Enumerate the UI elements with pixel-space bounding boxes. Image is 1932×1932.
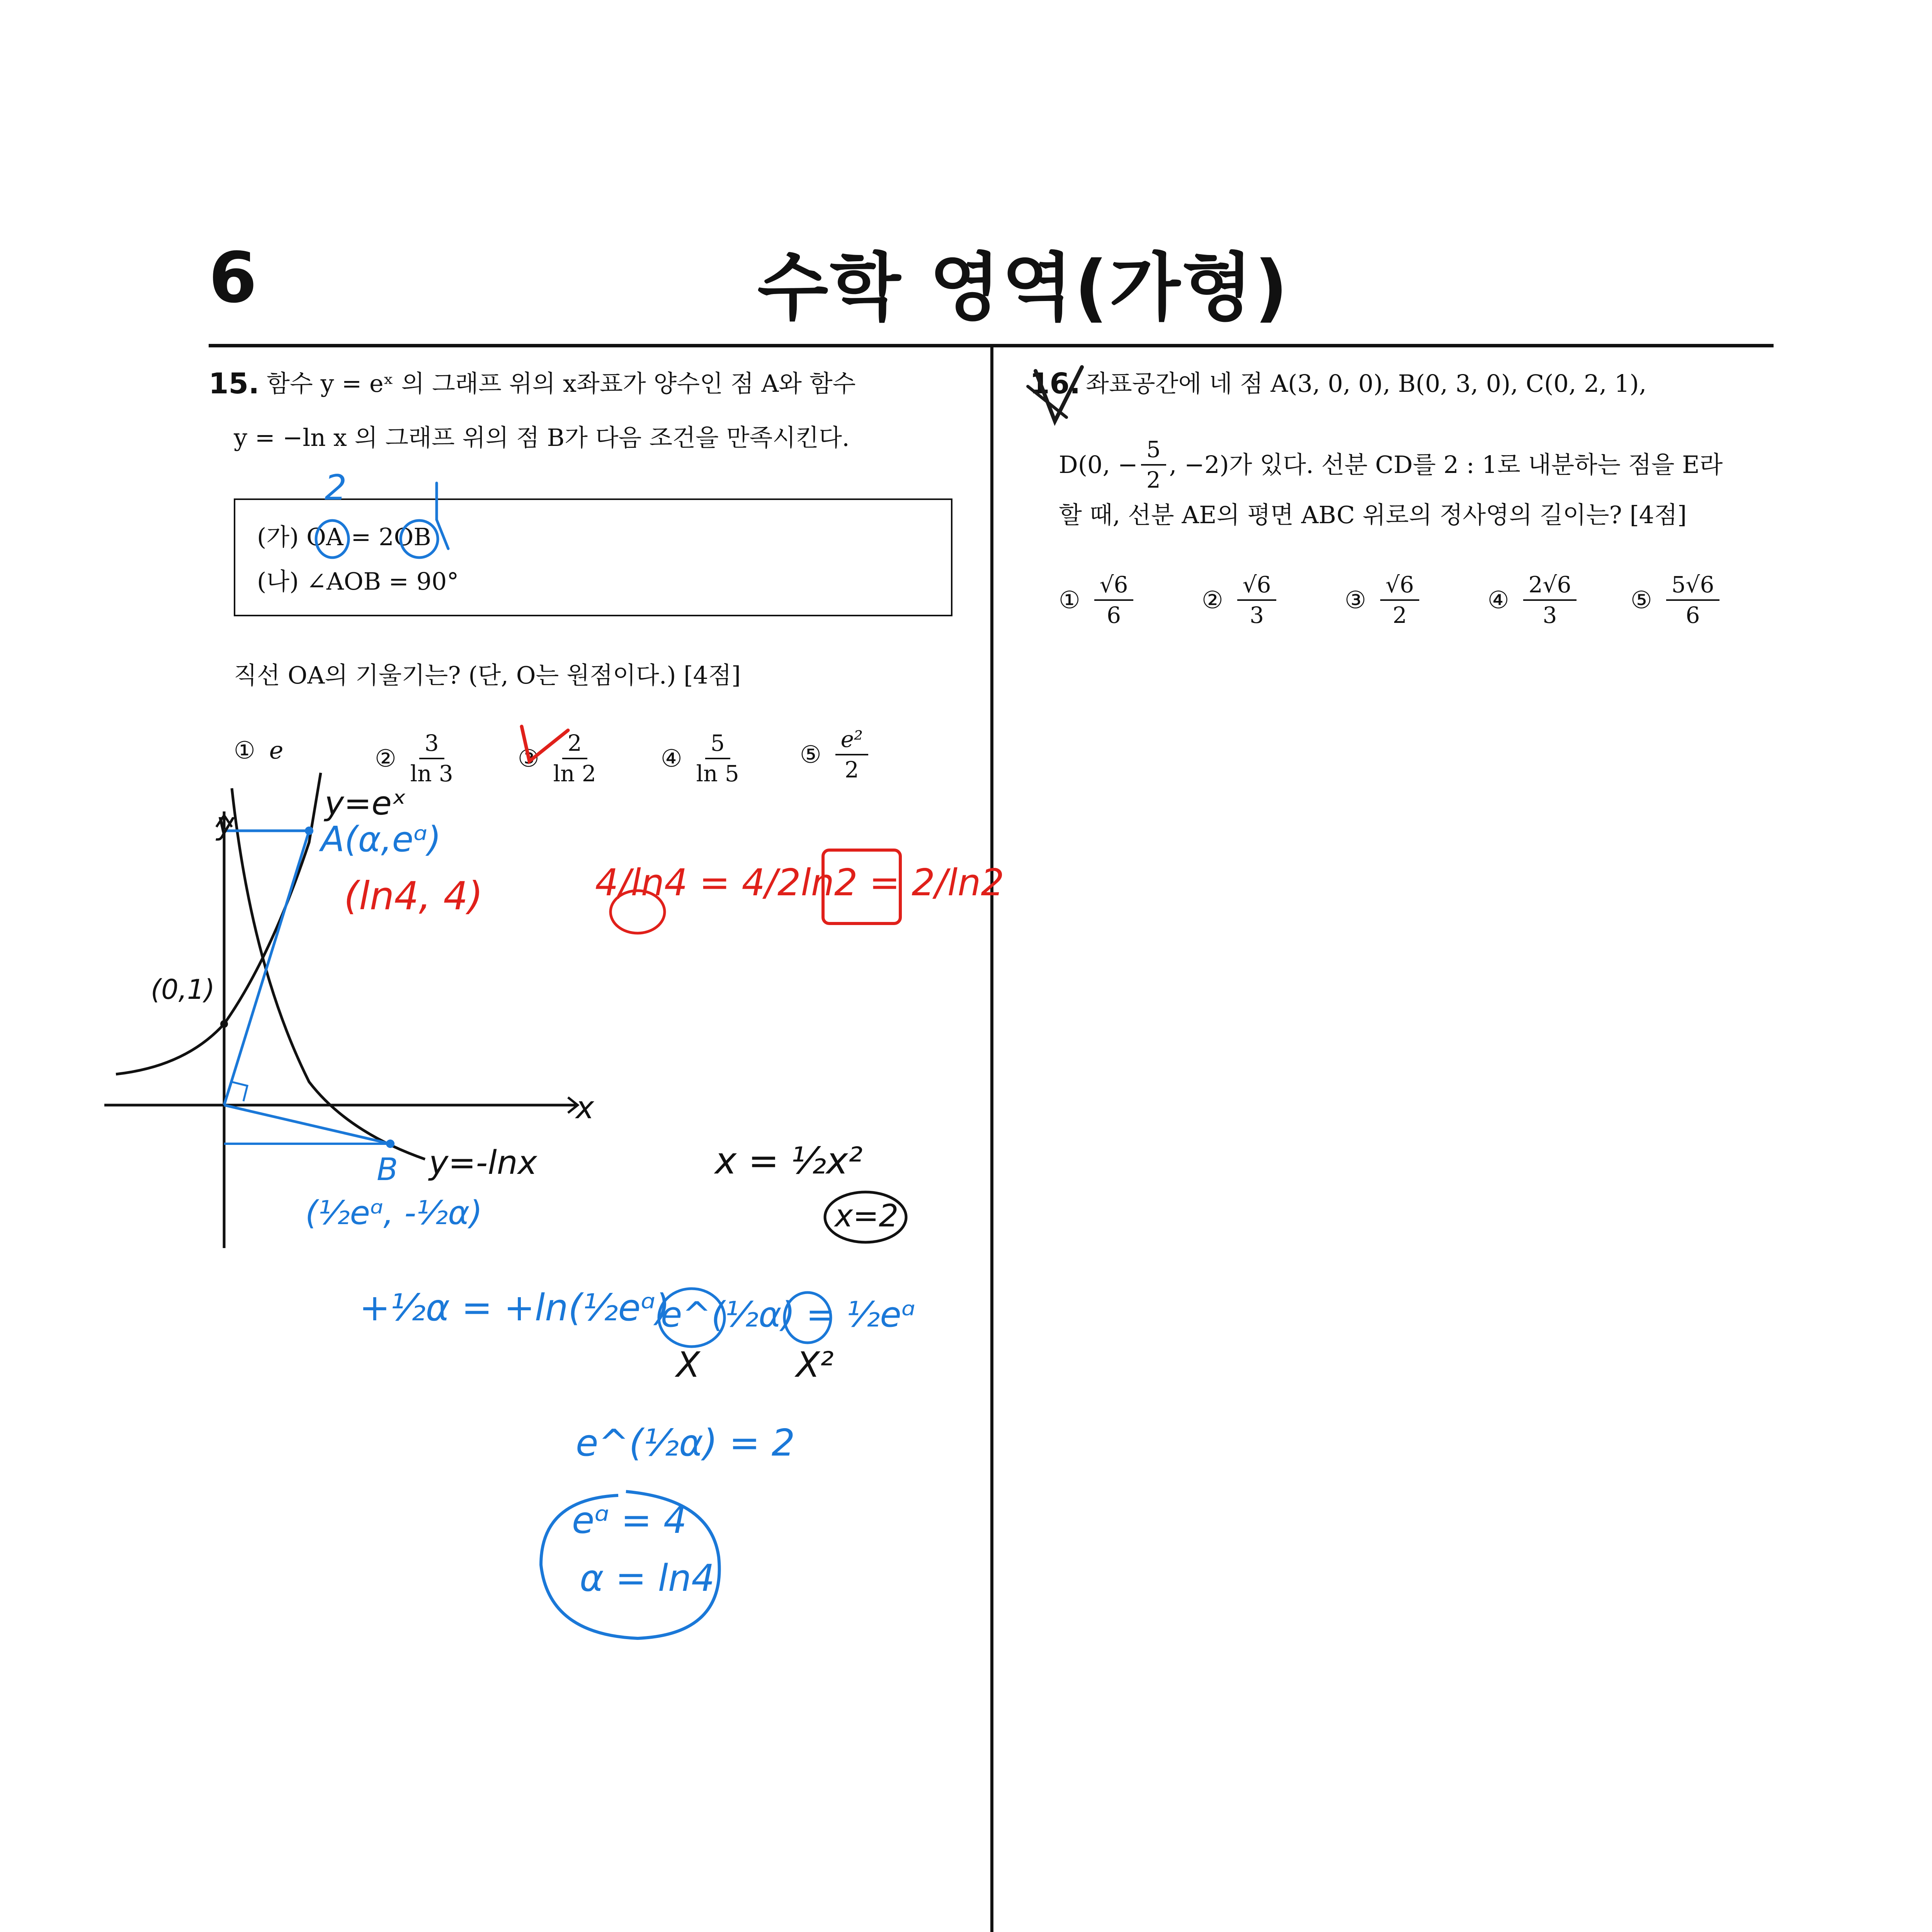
choice-value: e (269, 736, 284, 764)
segment-oa (224, 831, 309, 1105)
q16-cross-mark (1028, 386, 1066, 417)
hw-eq-blue1: +½α = +ln(½eᵅ) (359, 1287, 670, 1329)
hw-eq-big-x-squared: X² (796, 1345, 834, 1385)
denominator: 2 (1146, 466, 1161, 493)
q16-line2-end: , −2)가 있다. 선분 CD를 2 : 1로 내분하는 점을 E라 (1169, 450, 1723, 479)
denominator: 3 (1543, 602, 1557, 628)
q15-condition-b: (나) ∠AOB = 90° (257, 567, 459, 595)
denominator: 2 (844, 756, 859, 783)
numerator: 5 (705, 730, 730, 759)
hw-label-a-value: (ln4, 4) (344, 873, 483, 918)
choice-mark: ④ (1488, 586, 1509, 614)
hw-label-b: B (377, 1151, 398, 1187)
q16-line1: 좌표공간에 네 점 A(3, 0, 0), B(0, 3, 0), C(0, 2, 1), (1086, 369, 1647, 398)
page-number: 6 (209, 238, 257, 318)
hw-eq-blue3: e^(½α) = 2 (576, 1422, 795, 1464)
hw-label-point-0-1: (0,1) (151, 974, 215, 1005)
hw-eq-red: 4/ln4 = 4/2ln2 = 2/ln2 (595, 862, 1004, 904)
hw-eq-big-x: X (676, 1345, 700, 1385)
hw-eq-blue2: e^(½α) = ½eᵅ (661, 1294, 916, 1335)
hw-label-x: x (576, 1090, 594, 1126)
q15-line1: 함수 y = eˣ 의 그래프 위의 x좌표가 양수인 점 A와 함수 (267, 369, 856, 398)
choice-mark: ① (1059, 586, 1080, 614)
numerator: √6 (1237, 572, 1277, 601)
hw-label-exp: y=eˣ (325, 784, 406, 823)
segment-ob (224, 1105, 390, 1144)
denominator: 6 (1685, 602, 1700, 628)
q16-number: 16. (1030, 367, 1081, 400)
numerator: 5√6 (1666, 572, 1720, 601)
numerator: √6 (1094, 572, 1134, 601)
point-b (386, 1139, 395, 1148)
circle-mark (401, 520, 438, 558)
right-angle-mark (232, 1082, 247, 1101)
hw-label-y: y (216, 806, 235, 842)
q15-question: 직선 OA의 기울기는? (단, O는 원점이다.) [4점] (234, 661, 741, 689)
choice-mark: ③ (1345, 586, 1366, 614)
choice-mark: ④ (661, 744, 682, 773)
hw-eq-blue5: α = ln4 (580, 1557, 715, 1600)
hw-eq-x2: x=2 (835, 1198, 899, 1234)
subject-title: 수학 영역(가형) (757, 245, 1290, 330)
hw-eq-x: x = ½x² (715, 1140, 863, 1182)
choice-mark: ⑤ (1631, 586, 1652, 614)
numerator: e² (835, 726, 869, 755)
denominator: ln 5 (696, 760, 739, 787)
denominator: 3 (1250, 602, 1264, 628)
denominator: 6 (1107, 602, 1121, 628)
numerator: 2√6 (1523, 572, 1577, 601)
choice-mark: ③ (518, 744, 539, 773)
point-a (305, 827, 313, 835)
circle-mark (316, 520, 349, 558)
numerator: 3 (419, 730, 444, 759)
q16-line3: 할 때, 선분 AE의 평면 ABC 위로의 정사영의 길이는? [4점] (1059, 501, 1687, 529)
q15-condition-a: (가) OA = 2OB (257, 523, 431, 551)
answer-check-mark (522, 726, 568, 761)
hw-label-b-value: (½eᵅ, -½α) (305, 1194, 483, 1232)
denominator: ln 3 (410, 760, 453, 787)
point-0-1 (220, 1020, 228, 1028)
numerator: √6 (1380, 572, 1420, 601)
choice-mark: ⑤ (800, 740, 821, 769)
hw-mark-2: 2 (325, 468, 347, 508)
numerator: 2 (562, 730, 587, 759)
choice-mark: ② (1202, 586, 1223, 614)
hw-label-neglog: y=-lnx (429, 1144, 537, 1182)
hw-eq-blue4: eᵅ = 4 (572, 1499, 687, 1542)
hw-label-a: A(α,eᵅ) (321, 819, 441, 860)
q15-number: 15. (209, 367, 260, 400)
choice-mark: ② (375, 744, 396, 773)
q15-line2: y = −ln x 의 그래프 위의 점 B가 다음 조건을 만족시킨다. (234, 423, 850, 452)
numerator: 5 (1141, 437, 1166, 466)
denominator: 2 (1393, 602, 1407, 628)
q16-line2-start: D(0, − (1059, 450, 1138, 479)
denominator: ln 2 (553, 760, 596, 787)
choice-mark: ① (234, 736, 255, 764)
